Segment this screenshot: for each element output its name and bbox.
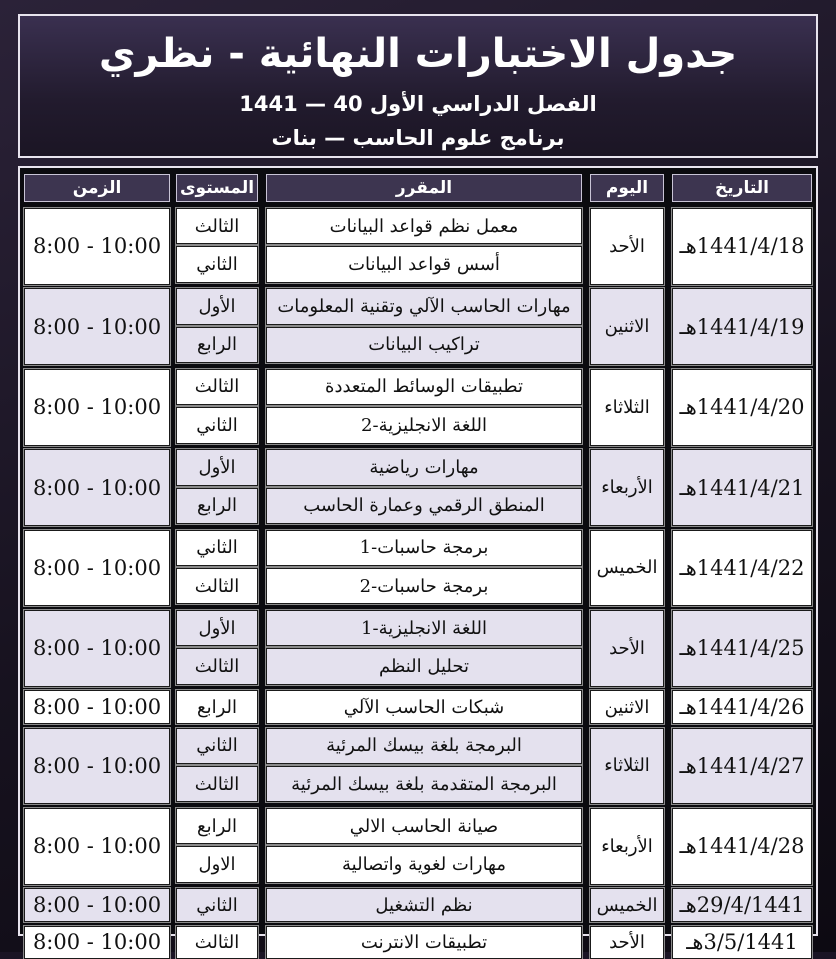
course-level: الثالث xyxy=(176,369,258,405)
exam-day: الأحد xyxy=(590,208,664,285)
exam-time: 8:00 - 10:00 xyxy=(24,208,170,285)
course-name: اللغة الانجليزية-1 xyxy=(266,610,582,646)
course-name: مهارات لغوية واتصالية xyxy=(266,846,582,882)
exam-time: 8:00 - 10:00 xyxy=(24,926,170,959)
course-name: معمل نظم قواعد البيانات xyxy=(266,208,582,244)
exam-day: الأربعاء xyxy=(590,808,664,885)
course-name: برمجة حاسبات-1 xyxy=(266,530,582,566)
exam-day: الاثنين xyxy=(590,690,664,724)
course-level: الرابع xyxy=(176,808,258,844)
course-name: تحليل النظم xyxy=(266,648,582,684)
exam-time: 8:00 - 10:00 xyxy=(24,610,170,687)
exam-day: الأحد xyxy=(590,926,664,959)
exam-time: 8:00 - 10:00 xyxy=(24,288,170,365)
exam-day: الثلاثاء xyxy=(590,369,664,446)
exam-time: 8:00 - 10:00 xyxy=(24,449,170,526)
exam-date: 1441/4/20هـ xyxy=(672,369,812,446)
course-level: الثاني xyxy=(176,407,258,443)
course-name: اللغة الانجليزية-2 xyxy=(266,407,582,443)
course-name: صيانة الحاسب الالي xyxy=(266,808,582,844)
course-level: الثالث xyxy=(176,766,258,802)
exam-date: 1441/4/25هـ xyxy=(672,610,812,687)
exam-date: 1441/4/28هـ xyxy=(672,808,812,885)
exam-day: الأحد xyxy=(590,610,664,687)
course-level: الثاني xyxy=(176,246,258,282)
exam-date: 1441/4/21هـ xyxy=(672,449,812,526)
course-level: الثاني xyxy=(176,530,258,566)
exam-time: 8:00 - 10:00 xyxy=(24,369,170,446)
exam-day: الخميس xyxy=(590,530,664,607)
course-name: تراكيب البيانات xyxy=(266,327,582,363)
exam-day: الثلاثاء xyxy=(590,728,664,805)
course-level: الرابع xyxy=(176,690,258,724)
course-name: أسس قواعد البيانات xyxy=(266,246,582,282)
exam-date: 1441/4/19هـ xyxy=(672,288,812,365)
exam-day: الأربعاء xyxy=(590,449,664,526)
exam-date: 1441/4/18هـ xyxy=(672,208,812,285)
course-level: الثالث xyxy=(176,568,258,604)
semester-subtitle: الفصل الدراسي الأول 40 — 1441 xyxy=(239,92,597,116)
exam-time: 8:00 - 10:00 xyxy=(24,808,170,885)
column-header-level: المستوى xyxy=(176,174,258,202)
course-name: البرمجة المتقدمة بلغة بيسك المرئية xyxy=(266,766,582,802)
course-name: برمجة حاسبات-2 xyxy=(266,568,582,604)
course-level: الرابع xyxy=(176,488,258,524)
exam-date: 1441/4/22هـ xyxy=(672,530,812,607)
course-level: الثالث xyxy=(176,926,258,959)
exam-day: الخميس xyxy=(590,888,664,922)
course-level: الأول xyxy=(176,449,258,485)
course-name: تطبيقات الوسائط المتعددة xyxy=(266,369,582,405)
exam-day: الاثنين xyxy=(590,288,664,365)
column-header-time: الزمن xyxy=(24,174,170,202)
course-level: الثاني xyxy=(176,728,258,764)
course-level: الرابع xyxy=(176,327,258,363)
header-banner xyxy=(18,14,818,158)
course-name: المنطق الرقمي وعمارة الحاسب xyxy=(266,488,582,524)
exam-date: 29/4/1441هـ xyxy=(672,888,812,922)
course-level: الاول xyxy=(176,846,258,882)
exam-date: 1441/4/27هـ xyxy=(672,728,812,805)
course-name: شبكات الحاسب الآلي xyxy=(266,690,582,724)
exam-time: 8:00 - 10:00 xyxy=(24,728,170,805)
exam-table xyxy=(18,166,818,955)
exam-time: 8:00 - 10:00 xyxy=(24,530,170,607)
course-name: نظم التشغيل xyxy=(266,888,582,922)
column-header-date: التاريخ xyxy=(672,174,812,202)
course-name: مهارات الحاسب الآلي وتقنية المعلومات xyxy=(266,288,582,324)
course-name: تطبيقات الانترنت xyxy=(266,926,582,959)
course-name: مهارات رياضية xyxy=(266,449,582,485)
exam-date: 1441/4/26هـ xyxy=(672,690,812,724)
exam-time: 8:00 - 10:00 xyxy=(24,690,170,724)
column-header-day: اليوم xyxy=(590,174,664,202)
program-subtitle: برنامج علوم الحاسب — بنات xyxy=(271,126,565,150)
course-level: الثاني xyxy=(176,888,258,922)
course-level: الأول xyxy=(176,610,258,646)
course-level: الأول xyxy=(176,288,258,324)
column-header-course: المقرر xyxy=(266,174,582,202)
exam-time: 8:00 - 10:00 xyxy=(24,888,170,922)
exam-date: 3/5/1441هـ xyxy=(672,926,812,959)
course-level: الثالث xyxy=(176,648,258,684)
page-title: جدول الاختبارات النهائية - نظري xyxy=(98,31,738,77)
course-name: البرمجة بلغة بيسك المرئية xyxy=(266,728,582,764)
course-level: الثالث xyxy=(176,208,258,244)
